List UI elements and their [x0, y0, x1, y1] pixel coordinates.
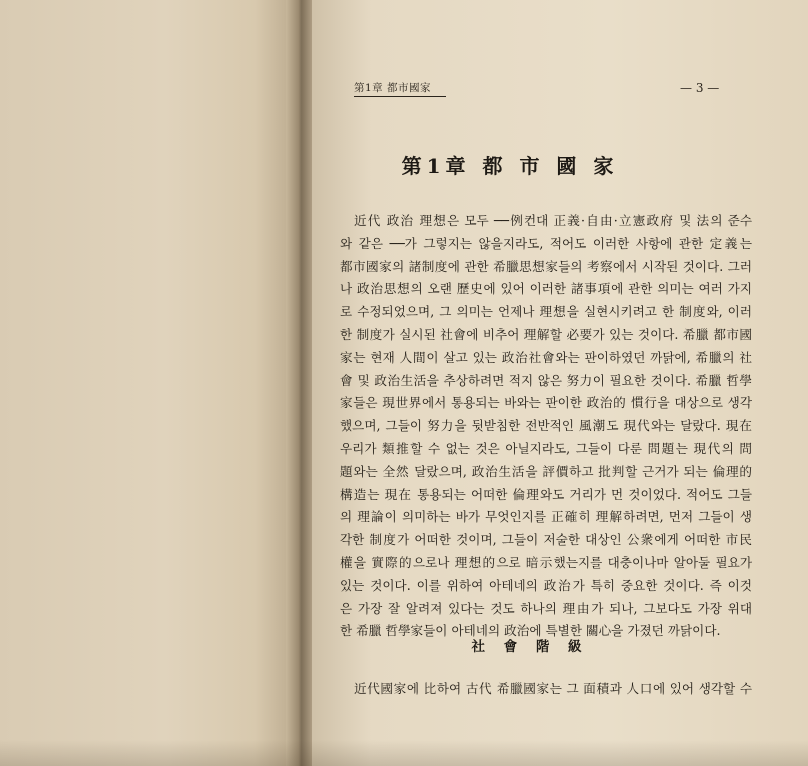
text-line: 한 制度가 실시된 社會에 비추어 理解할 必要가 있는 것이다. 希臘 都市國: [340, 326, 752, 342]
text-line: 했으며, 그들이 努力을 뒷받침한 전반적인 風潮도 現代와는 달랐다. 現在: [340, 418, 752, 434]
text-line: 會 및 政治生活을 추상하려면 적지 않은 努力이 필요한 것이다. 希臘 哲學: [340, 372, 752, 388]
text-line: 都市國家의 諸制度에 관한 希臘思想家들의 考察에서 시작된 것이다. 그러: [340, 258, 752, 274]
text-line: 構造는 現在 통용되는 어떠한 倫理와도 거리가 먼 것이었다. 적어도 그들: [340, 486, 752, 502]
text-line: 와 같은 ──가 그렇지는 않을지라도, 적어도 이러한 사항에 관한 定義는: [340, 235, 752, 251]
text-line: 家는 현재 人間이 살고 있는 政治社會와는 판이하였던 까닭에, 希臘의 社: [340, 349, 752, 365]
text-line: 나 政治思想의 오랜 歷史에 있어 이러한 諸事項에 관한 의미는 여러 가지: [340, 281, 752, 297]
text-line: 있는 것이다. 이를 위하여 아테네의 政治가 특히 중요한 것이다. 즉 이것: [340, 577, 752, 593]
page-shadow: [0, 740, 808, 766]
text-line: 의 理論이 의미하는 바가 무엇인지를 正確히 理解하려면, 먼저 그들이 생: [340, 509, 752, 525]
paragraph-1: [340, 210, 752, 643]
text-line: 題와는 全然 달랐으며, 政治生活을 評價하고 批判할 근거가 되는 倫理的: [340, 463, 752, 479]
text-line: 家들은 現世界에서 통용되는 바와는 판이한 政治的 慣行을 대상으로 생각: [340, 395, 752, 411]
text-line: 權을 實際的으로나 理想的으로 暗示했는지를 대충이나마 알아둘 필요가: [340, 554, 752, 570]
text-line: 로 수정되었으며, 그 의미는 언제나 理想을 실현시키려고 한 制度와, 이러: [340, 304, 752, 320]
text-line: 近代 政治 理想은 모두 ──例컨대 正義·自由·立憲政府 및 法의 준수: [354, 213, 752, 228]
left-page: [0, 0, 300, 766]
section-heading: 社 會 階 級: [471, 639, 589, 655]
text-line: 近代國家에 比하여 古代 希臘國家는 그 面積과 人口에 있어 생각할 수: [354, 681, 752, 696]
paragraph-2: [340, 678, 752, 701]
book-gutter: [286, 0, 314, 766]
page-number: — 3 —: [680, 81, 720, 95]
text-line: 은 가장 잘 알려져 있다는 것도 하나의 理由가 되나, 그보다도 가장 위대: [340, 600, 752, 616]
text-line: 각한 制度가 어떠한 것이며, 그들이 저술한 대상인 公衆에게 어떠한 市民: [340, 532, 752, 548]
text-line: 한 希臘 哲學家들이 아테네의 政治에 특별한 關心을 가졌던 까닭이다.: [340, 623, 721, 639]
running-head: 第1章 都市國家: [354, 80, 446, 97]
text-line: 우리가 類推할 수 없는 것은 아닐지라도, 그들이 다룬 問題는 現代의 問: [340, 440, 752, 456]
chapter-title: 第1章 都 市 國 家: [401, 154, 619, 178]
